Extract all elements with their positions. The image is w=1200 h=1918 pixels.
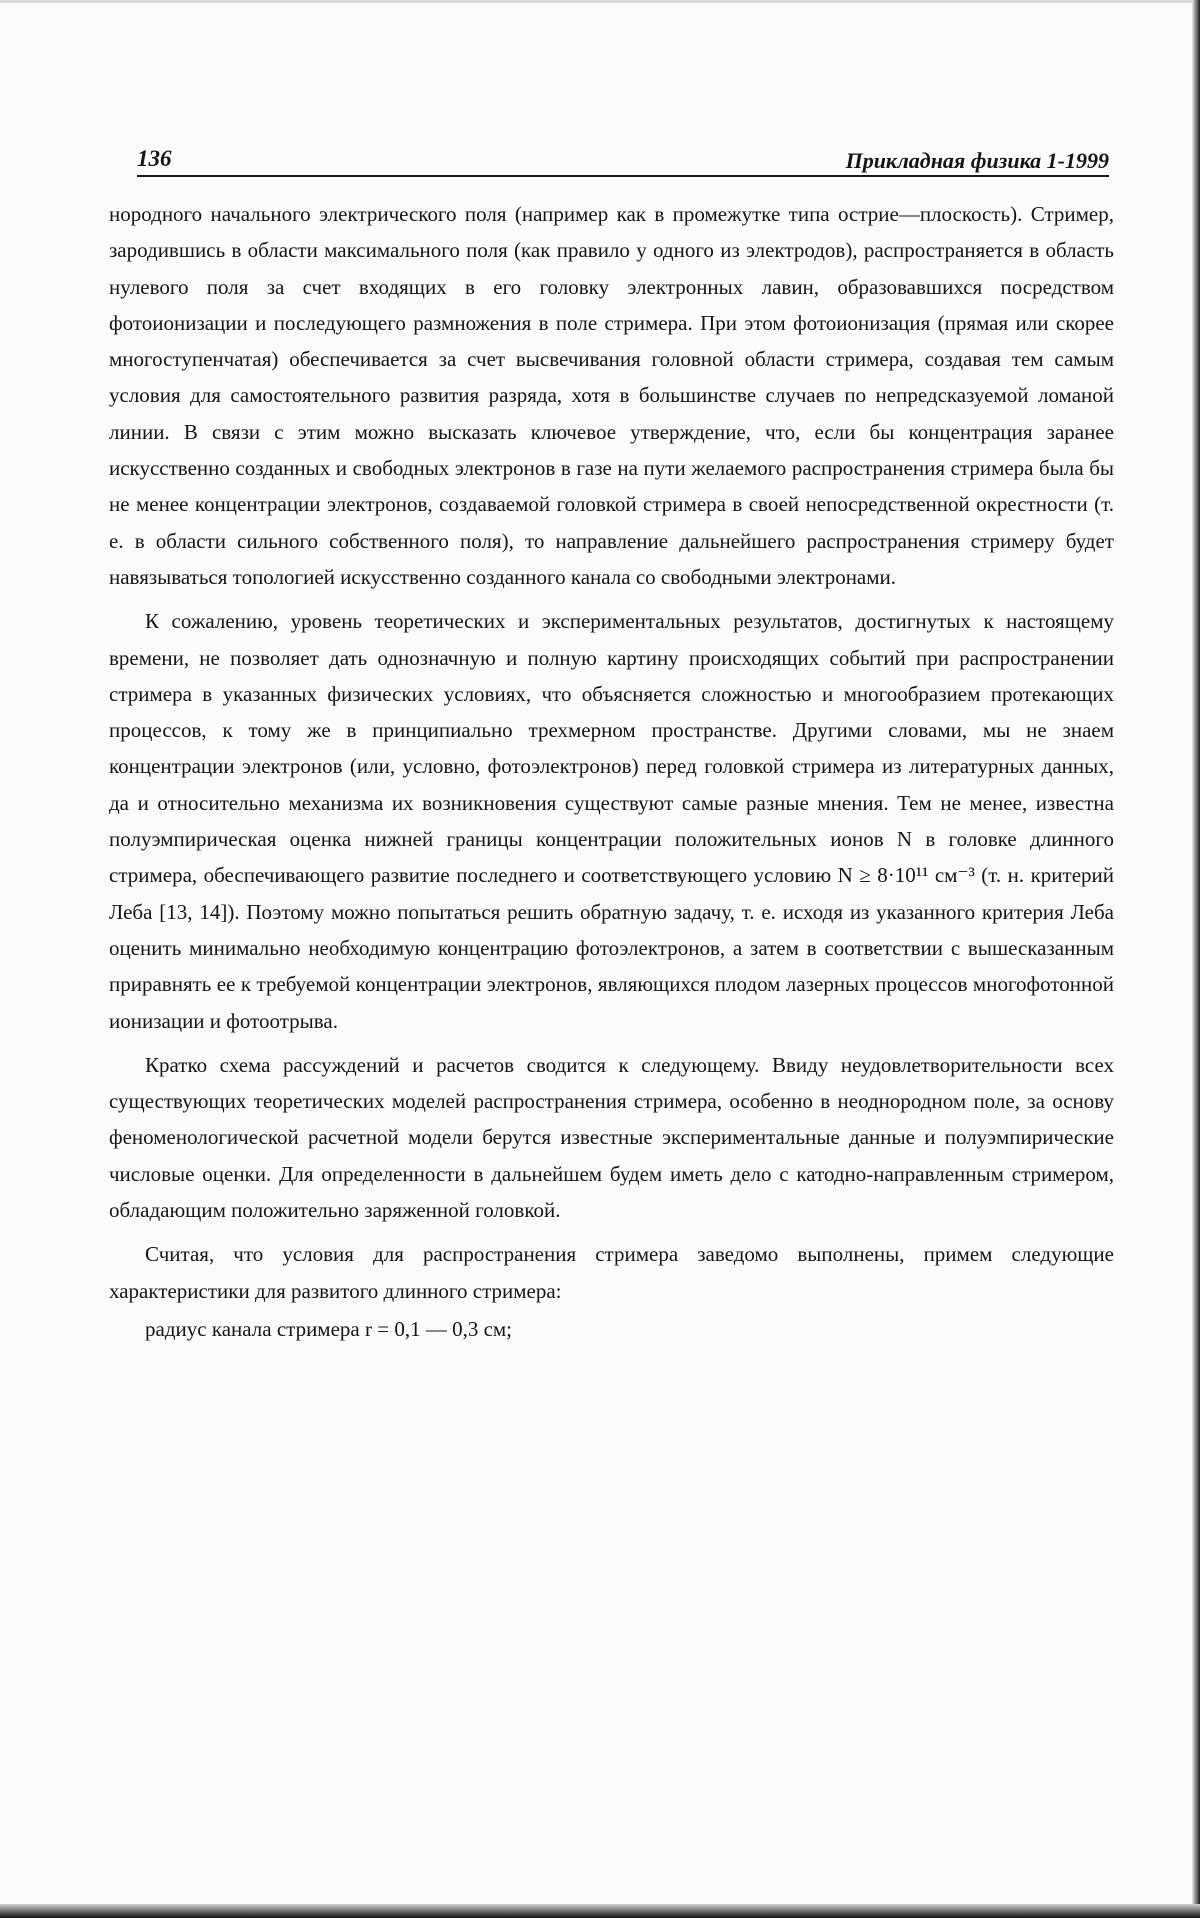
header-rule	[137, 175, 1109, 177]
scan-right-edge	[1192, 0, 1200, 1918]
paragraph-calculation-scheme: Кратко схема рассуждений и расчетов сводится к следующему. Ввиду неудовлетворительности всех существующих теоретических моделей распространения стримера, особенно в неоднородном поле, за основу феноменологической расчетной модели берутся известные экспериментальные данные и полуэмпирические числовые оценки. Для определенности в дальнейшем будем иметь дело с катодно-направленным стримером, обладающим положительно заряженной головкой.	[109, 1052, 1114, 1223]
page-header	[137, 146, 1109, 176]
page-number: 136	[137, 146, 172, 171]
paragraph-assumptions: Считая, что условия для распространения стримера заведомо выполнены, примем следующие характеристики для развитого длинного стримера:	[109, 1242, 1114, 1303]
journal-title: Прикладная физика 1-1999	[845, 148, 1109, 173]
body-text	[109, 196, 1114, 1347]
paragraph-current-state: К сожалению, уровень теоретических и экспериментальных результатов, достигнутых к настоящему времени, не позволяет дать однозначную и полную картину происходящих событий при распространении стримера в указанных физических условиях, что объясняется сложностью и многообразием протекающих процессов, к тому же в принципиально трехмерном пространстве. Другими словами, мы не знаем концентрации электронов (или, условно, фотоэлектронов) перед головкой стримера из литературных данных, да и относительно механизма их возникновения существуют самые разные мнения. Тем не менее, известна полуэмпирическая оценка нижней границы концентрации положительных ионов N в головке длинного стримера, обеспечивающего развитие последнего и соответствующего условию N ≥ 8·10¹¹ см⁻³ (т. н. критерий Леба [13, 14]). Поэтому можно попытаться решить обратную задачу, т. е. исходя из указанного критерия Леба оценить минимально необходимую концентрацию фотоэлектронов, а затем в соответствии с вышесказанным приравнять ее к требуемой концентрации электронов, являющихся плодом лазерных процессов многофотонной ионизации и фотоотрыва.	[109, 609, 1114, 1033]
scan-bottom-edge	[0, 1904, 1200, 1918]
channel-radius-line: радиус канала стримера r = 0,1 — 0,3 см;	[145, 1316, 513, 1341]
scan-top-edge	[0, 0, 1200, 3]
paragraph-continuation: нородного начального электрического поля (например как в промежутке типа острие—плоскость). Стример, зародившись в области максимального поля (как правило у одного из электродов), распространяется в область нулевого поля за счет входящих в его головку электронных лавин, образовавшихся посредством фотоионизации и последующего размножения в поле стримера. При этом фотоионизация (прямая или скорее многоступенчатая) обеспечивается за счет высвечивания головной области стримера, создавая тем самым условия для самостоятельного развития разряда, хотя в большинстве случаев по непредсказуемой ломаной линии. В связи с этим можно высказать ключевое утверждение, что, если бы концентрация заранее искусственно созданных и свободных электронов в газе на пути желаемого распространения стримера была бы не менее концентрации электронов, создаваемой головкой стримера в своей непосредственной окрестности (т. е. в области сильного собственного поля), то направление дальнейшего распространения стримеру будет навязываться топологией искусственно созданного канала со свободными электронами.	[109, 202, 1114, 589]
